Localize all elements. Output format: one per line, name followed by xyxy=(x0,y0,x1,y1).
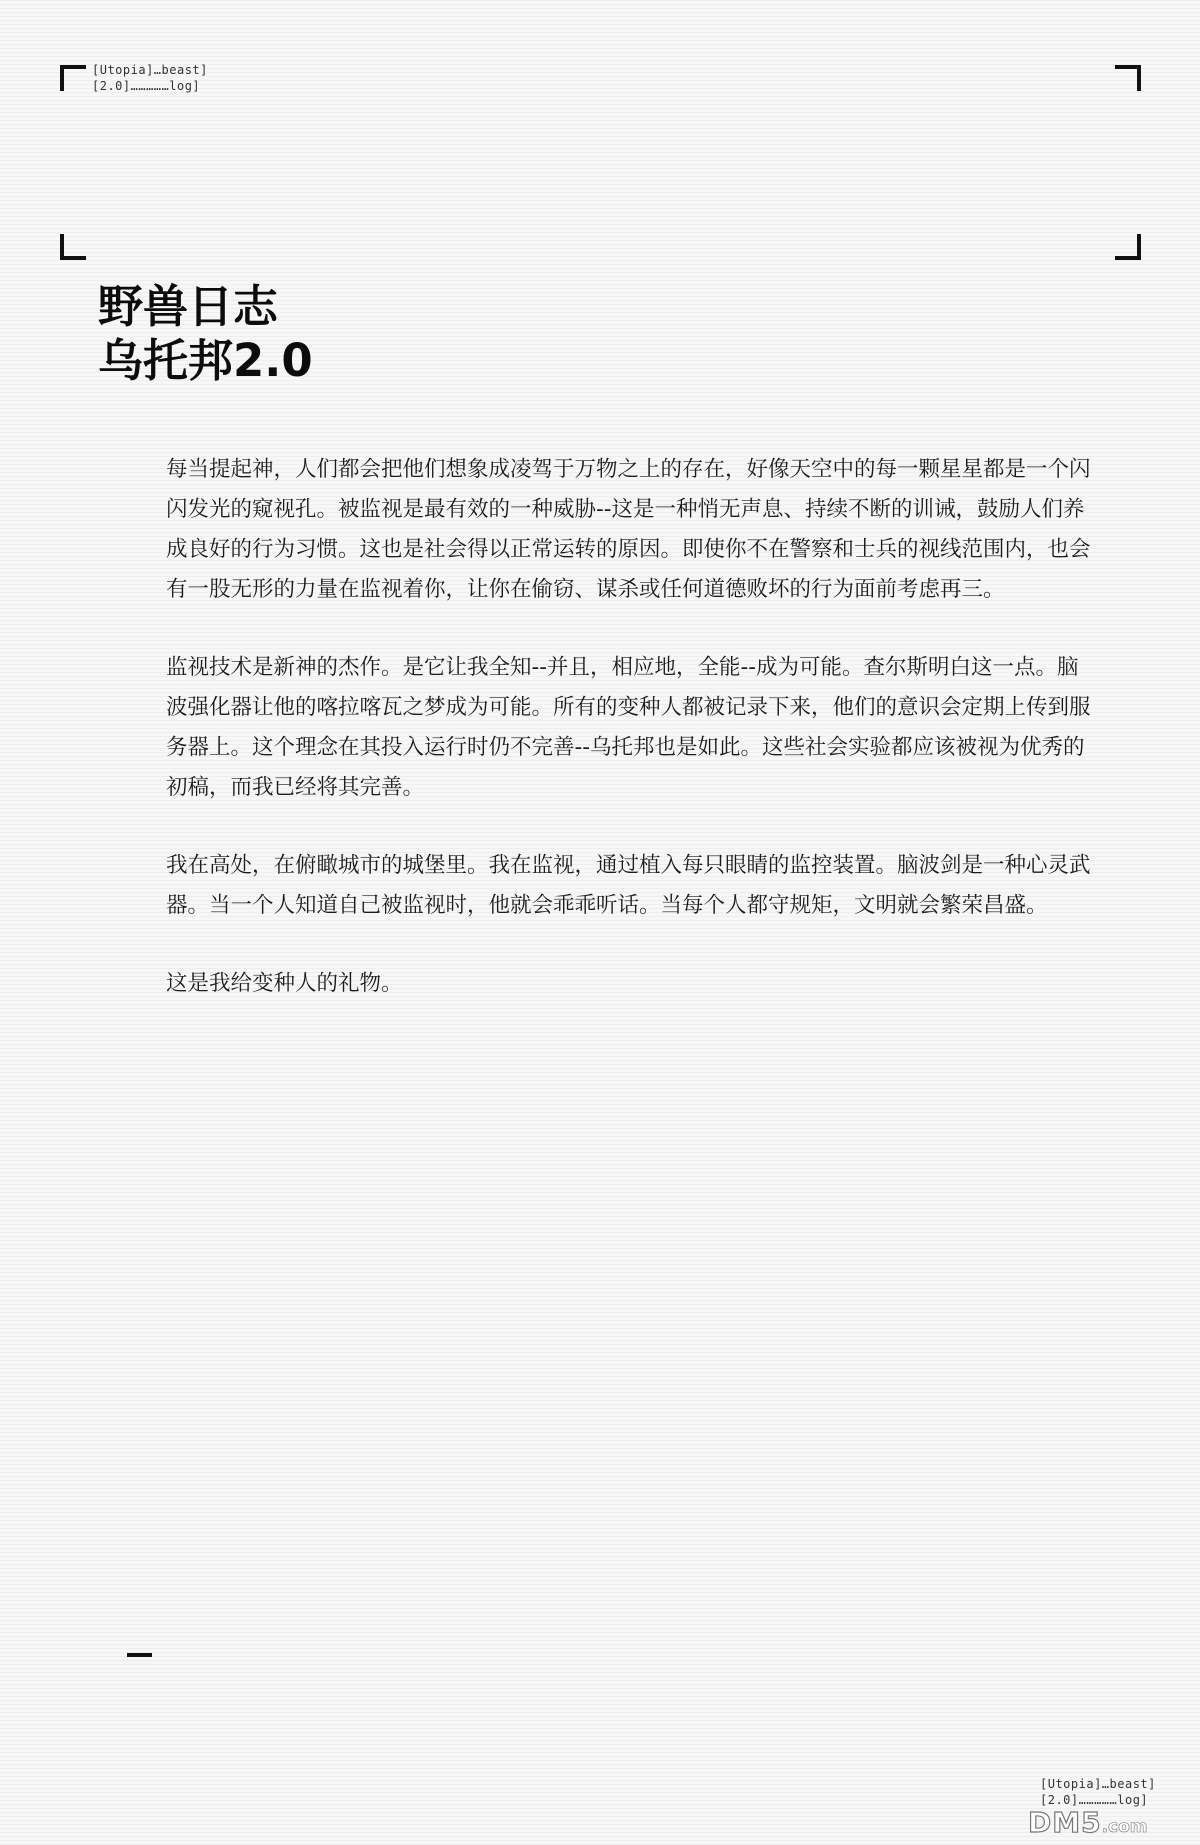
watermark-main: DM5 xyxy=(1028,1806,1102,1839)
corner-bracket-bottom-right xyxy=(1115,234,1141,260)
footer-log-tag xyxy=(1040,1776,1156,1808)
body-text xyxy=(166,450,1096,1042)
dash-mark xyxy=(127,1653,152,1657)
header-tag-line-2: [2.0]……………log] xyxy=(92,79,201,93)
paragraph-3: 我在高处，在俯瞰城市的城堡里。我在监视，通过植入每只眼睛的监控装置。脑波剑是一种心灵武器。当一个人知道自己被监视时，他就会乖乖听话。当每个人都守规矩，文明就会繁荣昌盛。 xyxy=(166,853,1091,918)
title-line-1: 野兽日志 xyxy=(98,280,279,333)
paragraph-2: 监视技术是新神的杰作。是它让我全知--并且，相应地，全能--成为可能。查尔斯明白这一点。脑波强化器让他的喀拉喀瓦之梦成为可能。所有的变种人都被记录下来，他们的意识会定期上传到服务器上。这个理念在其投入运行时仍不完善--乌托邦也是如此。这些社会实验都应该被视为优秀的初稿，而我已经将其完善。 xyxy=(166,655,1091,800)
title-line-2: 乌托邦2.0 xyxy=(98,334,313,387)
corner-bracket-top-right xyxy=(1115,65,1141,91)
header-log-tag xyxy=(92,62,208,94)
corner-bracket-top-left xyxy=(60,65,86,91)
corner-bracket-bottom-left xyxy=(60,234,86,260)
footer-tag-line-2: [2.0]……………log] xyxy=(1040,1793,1149,1807)
watermark-suffix: .com xyxy=(1101,1817,1148,1837)
footer-tag-line-1: [Utopia]…beast] xyxy=(1040,1777,1156,1791)
header-tag-line-1: [Utopia]…beast] xyxy=(92,63,208,77)
paragraph-1: 每当提起神，人们都会把他们想象成凌驾于万物之上的存在，好像天空中的每一颗星星都是一个闪闪发光的窥视孔。被监视是最有效的一种威胁--这是一种悄无声息、持续不断的训诫，鼓励人们养成良好的行为习惯。这也是社会得以正常运转的原因。即使你不在警察和士兵的视线范围内，也会有一股无形的力量在监视着你，让你在偷窃、谋杀或任何道德败坏的行为面前考虑再三。 xyxy=(166,457,1091,602)
paragraph-4: 这是我给变种人的礼物。 xyxy=(166,971,403,996)
site-watermark xyxy=(1028,1806,1148,1839)
page-title xyxy=(98,280,313,388)
